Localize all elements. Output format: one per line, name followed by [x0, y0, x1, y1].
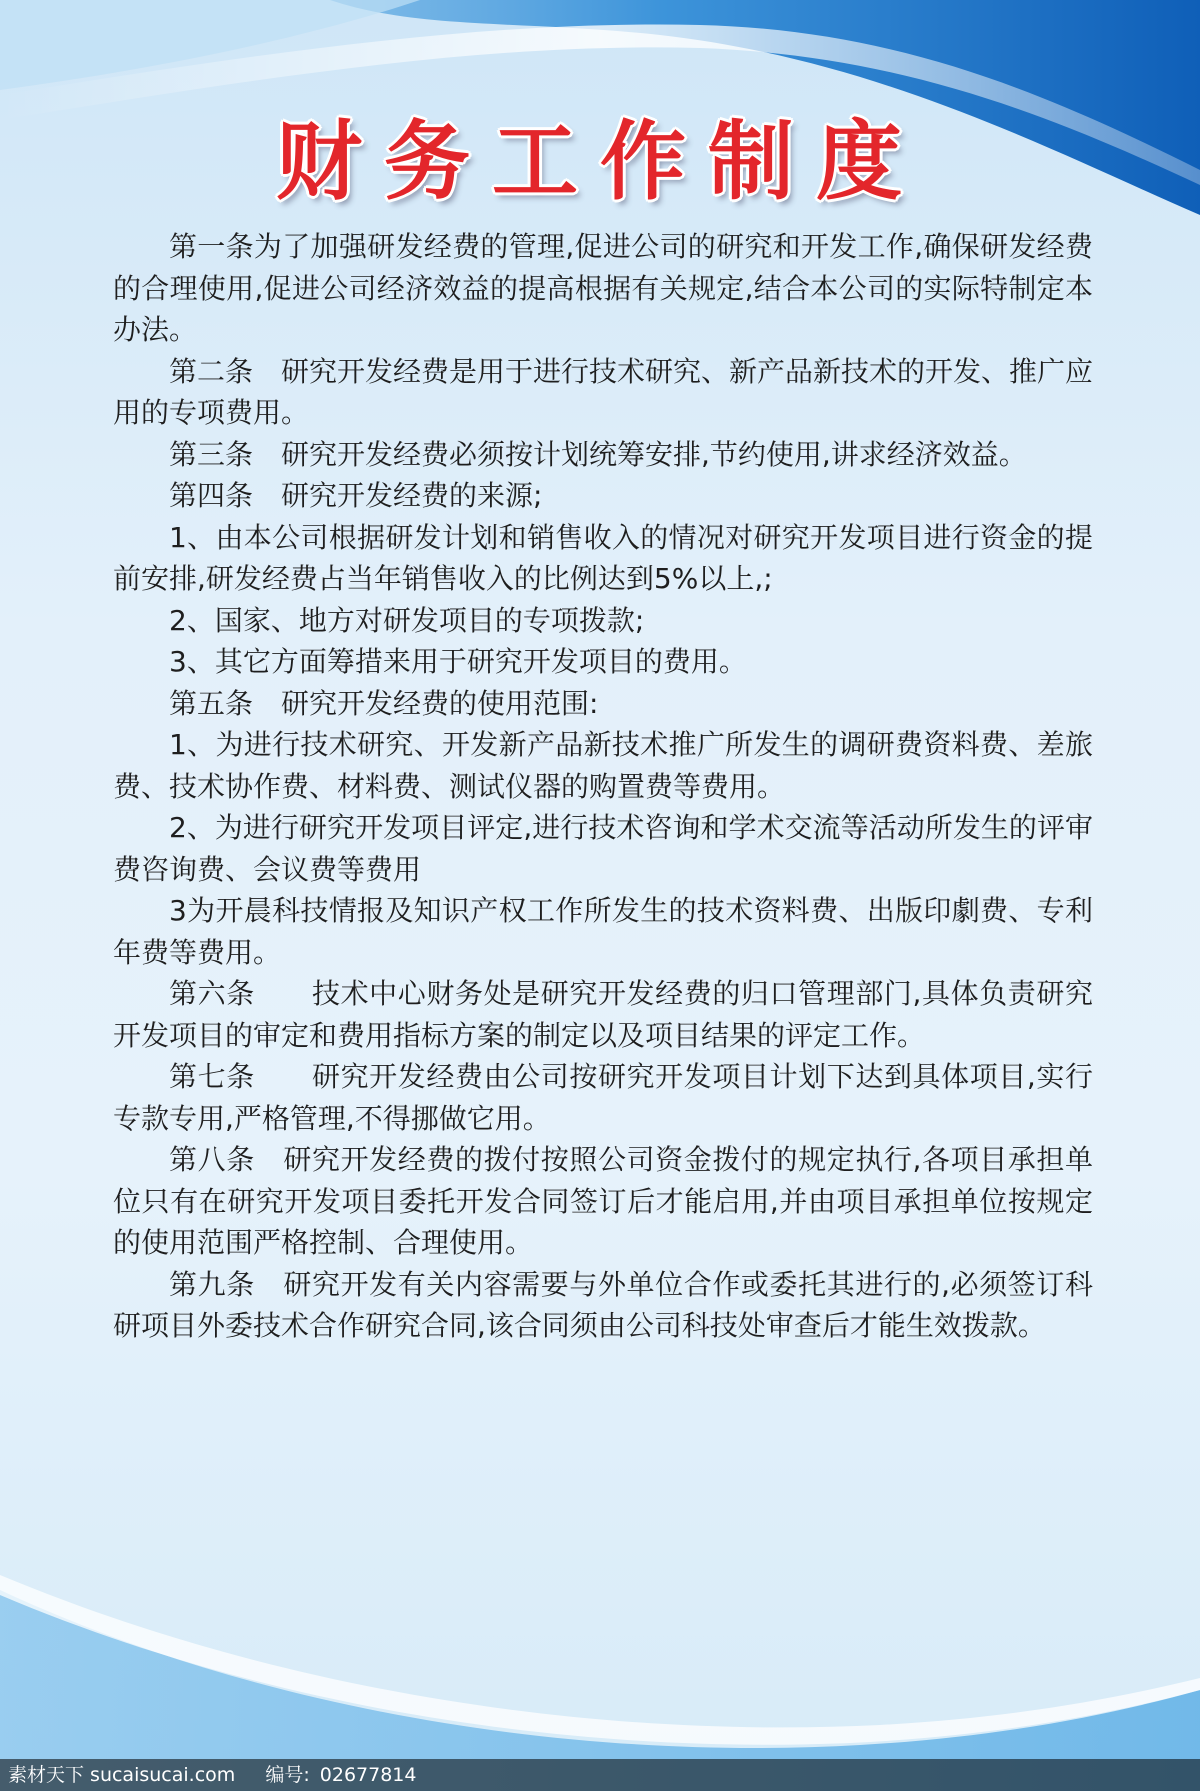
article-5-item-2: 2、为进行研究开发项目评定,进行技术咨询和学术交流等活动所发生的评审费咨询费、会议费等费用	[113, 811, 1093, 886]
article-9: 第九条 研究开发有关内容需要与外单位合作或委托其进行的,必须签订科研项目外委技术合作研究合同,该合同须由公司科技处审查后才能生效拨款。	[113, 1267, 1093, 1342]
article-6: 第六条 技术中心财务处是研究开发经费的归口管理部门,具体负责研究开发项目的审定和费用指标方案的制定以及项目结果的评定工作。	[113, 977, 1093, 1052]
article-1: 第一条为了加强研发经费的管理,促进公司的研究和开发工作,确保研发经费的合理使用,促进公司经济效益的提高根据有关规定,结合本公司的实际特制定本办法。	[113, 230, 1093, 346]
watermark-site: 素材天下 sucaisucai.com	[8, 1764, 236, 1786]
regulation-body	[113, 226, 1093, 1347]
page-title: 财务工作制度	[276, 111, 924, 212]
article-4-item-3: 3、其它方面筹措来用于研究开发项目的费用。	[169, 645, 747, 678]
article-5: 第五条 研究开发经费的使用范围:	[169, 686, 599, 720]
article-4-item-2: 2、国家、地方对研发项目的专项拨款;	[169, 603, 645, 637]
article-8: 第八条 研究开发经费的拨付按照公司资金拨付的规定执行,各项目承担单位只有在研究开发项目委托开发合同签订后才能启用,并由项目承担单位按规定的使用范围严格控制、合理使用。	[113, 1143, 1093, 1259]
article-2: 第二条 研究开发经费是用于进行技术研究、新产品新技术的开发、推广应用的专项费用。	[113, 354, 1094, 429]
article-3: 第三条 研究开发经费必须按计划统筹安排,节约使用,讲求经济效益。	[169, 437, 1027, 471]
watermark-id-value: 02677814	[319, 1764, 417, 1786]
article-5-item-3: 3为开晨科技情报及知识产权工作所发生的技术资料费、出版印劇费、专利年费等费用。	[113, 894, 1093, 969]
article-7: 第七条 研究开发经费由公司按研究开发项目计划下达到具体项目,实行专款专用,严格管理,不得挪做它用。	[113, 1060, 1093, 1135]
article-4-item-1: 1、由本公司根据研发计划和销售收入的情况对研究开发项目进行资金的提前安排,研发经费占当年销售收入的比例达到5%以上,;	[113, 520, 1093, 595]
watermark-bar	[0, 1759, 1200, 1791]
article-5-item-1: 1、为进行技术研究、开发新产品新技术推广所发生的调研费资料费、差旅费、技术协作费、材料费、测试仪器的购置费等费用。	[113, 728, 1093, 803]
article-4: 第四条 研究开发经费的来源;	[169, 479, 543, 512]
watermark-id-label: 编号:	[265, 1764, 310, 1786]
